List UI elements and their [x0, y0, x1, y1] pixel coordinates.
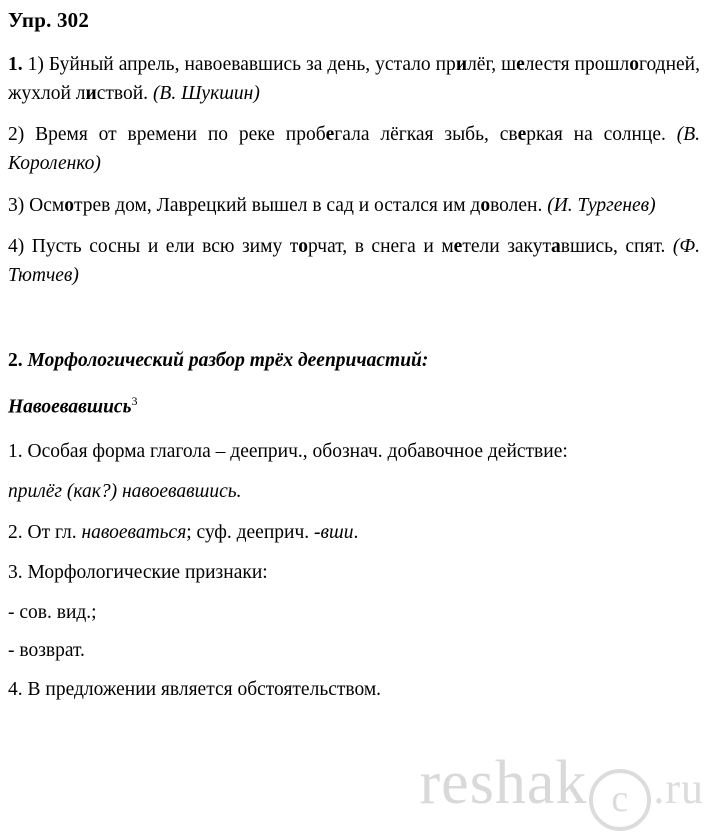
analysis-item-3 — [8, 559, 700, 587]
sentence-3-author: (И. Тургенев) — [547, 194, 656, 216]
task2-heading — [8, 350, 700, 372]
analysis-item-3-text: Морфологические признаки: — [27, 561, 268, 583]
analysis-item-1-text: Особая форма глагола – дееприч., обознач. добавочное действие: — [27, 441, 568, 463]
sentence-3-text: 3) Осмотрев дом, Лаврецкий вышел в сад и остался им доволен. — [8, 194, 543, 216]
sentence-4-text: 4) Пусть сосны и ели всю зиму торчат, в снега и метели закутавшись, спят. — [8, 236, 666, 258]
sentence-1-text: 1) Буйный апрель, навоевавшись за день, устало прилёг, шелестя прошлогодней, жухлой листвой. — [8, 54, 700, 104]
analysis-item-2-end: . — [353, 521, 359, 543]
analysis-item-1 — [8, 438, 700, 466]
page-title: Упр. 302 — [8, 8, 90, 32]
analysis-item-4-text: В предложении является обстоятельством. — [27, 678, 382, 700]
analysis-item-4-num: 4. — [8, 678, 23, 700]
watermark — [419, 749, 704, 831]
section-gap — [8, 304, 700, 350]
analysis-item-2-before: От гл. — [27, 521, 82, 543]
sentence-2-author: (В. Короленко) — [8, 124, 700, 174]
analysis-item-4 — [8, 676, 700, 704]
analysis-feature-2: - возврат. — [8, 640, 85, 662]
task1-sentence-2 — [8, 121, 700, 178]
sentence-1-author: (В. Шукшин) — [152, 82, 260, 104]
sentence-2-text: 2) Время от времени по реке пробегала лёгкая зыбь, сверкая на солнце. — [8, 124, 666, 146]
task2-word-superscript: 3 — [131, 393, 138, 408]
task1-sentence-1 — [8, 51, 700, 108]
watermark-text: reshak — [419, 749, 588, 817]
analysis-item-1-example — [8, 478, 700, 506]
analysis-item-2-verb: навоеваться — [81, 521, 187, 543]
analysis-item-3-num: 3. — [8, 561, 23, 583]
analysis-item-2-mid: ; суф. дееприч. — [186, 521, 315, 543]
task2-word — [8, 394, 700, 419]
analysis-feature-1: - сов. вид.; — [8, 602, 97, 624]
task2-number: 2. — [8, 349, 23, 371]
task2-word-text: Навоевавшись — [8, 396, 132, 418]
sentence-4-author: (Ф. Тютчев) — [8, 236, 700, 286]
task1-sentence-3 — [8, 192, 700, 221]
analysis-item-1-num: 1. — [8, 441, 23, 463]
copyright-icon: c — [589, 769, 651, 831]
analysis-item-2-suffix: -вши — [314, 521, 354, 543]
task1-sentence-4 — [8, 233, 700, 290]
task1-number: 1. — [8, 54, 23, 75]
analysis-item-1-example-text: прилёг (как?) навоевавшись. — [8, 481, 242, 503]
analysis-item-2-num: 2. — [8, 521, 23, 543]
watermark-suffix: .ru — [653, 764, 704, 813]
analysis-item-2 — [8, 519, 700, 547]
task2-heading-text: Морфологический разбор трёх деепричастий: — [27, 349, 429, 371]
